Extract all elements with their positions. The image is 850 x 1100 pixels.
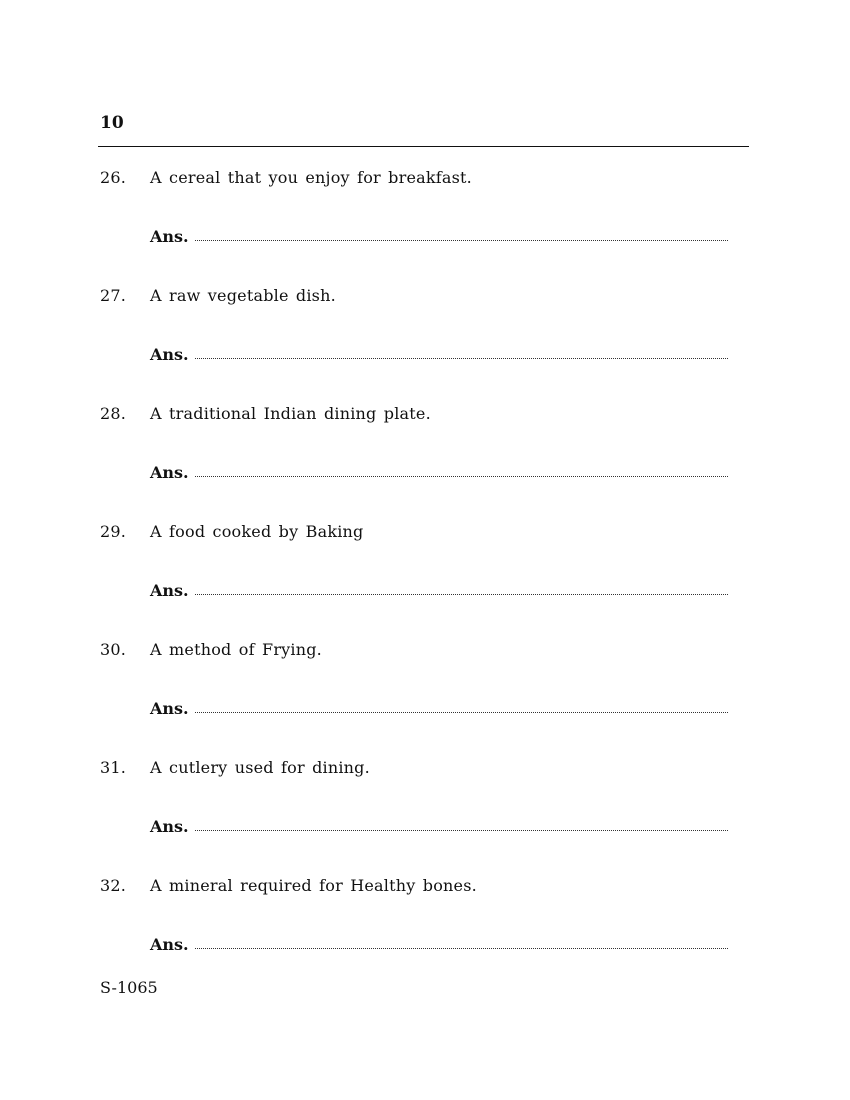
- question-number: 27.: [100, 286, 127, 305]
- question-text: A traditional Indian dining plate.: [150, 404, 431, 423]
- question-line: [100, 640, 322, 659]
- answer-label: Ans.: [150, 817, 189, 836]
- question-item: [100, 404, 740, 522]
- answer-label: Ans.: [150, 227, 189, 246]
- answer-label: Ans.: [150, 699, 189, 718]
- question-list: [100, 168, 740, 994]
- answer-line: [150, 581, 728, 600]
- question-number: 28.: [100, 404, 127, 423]
- answer-label: Ans.: [150, 581, 189, 600]
- answer-blank: [195, 240, 728, 241]
- question-text: A food cooked by Baking: [150, 522, 364, 541]
- footer-code: S-1065: [100, 978, 158, 997]
- question-number: 32.: [100, 876, 127, 895]
- question-number: 29.: [100, 522, 127, 541]
- answer-line: [150, 345, 728, 364]
- answer-label: Ans.: [150, 345, 189, 364]
- answer-label: Ans.: [150, 463, 189, 482]
- answer-line: [150, 227, 728, 246]
- question-number: 26.: [100, 168, 127, 187]
- answer-line: [150, 463, 728, 482]
- answer-line: [150, 699, 728, 718]
- question-text: A cereal that you enjoy for breakfast.: [150, 168, 472, 187]
- answer-blank: [195, 476, 728, 477]
- question-item: [100, 640, 740, 758]
- question-line: [100, 168, 472, 187]
- question-line: [100, 404, 431, 423]
- question-item: [100, 168, 740, 286]
- question-line: [100, 286, 336, 305]
- question-text: A method of Frying.: [150, 640, 322, 659]
- header-rule: [98, 146, 749, 147]
- question-item: [100, 286, 740, 404]
- answer-line: [150, 817, 728, 836]
- question-number: 30.: [100, 640, 127, 659]
- answer-blank: [195, 358, 728, 359]
- question-item: [100, 758, 740, 876]
- question-line: [100, 522, 364, 541]
- page-number: 10: [100, 113, 124, 133]
- answer-blank: [195, 712, 728, 713]
- answer-blank: [195, 948, 728, 949]
- question-line: [100, 876, 477, 895]
- answer-blank: [195, 594, 728, 595]
- question-number: 31.: [100, 758, 127, 777]
- question-item: [100, 876, 740, 994]
- answer-line: [150, 935, 728, 954]
- question-item: [100, 522, 740, 640]
- question-text: A raw vegetable dish.: [150, 286, 336, 305]
- question-line: [100, 758, 370, 777]
- answer-blank: [195, 830, 728, 831]
- answer-label: Ans.: [150, 935, 189, 954]
- question-text: A mineral required for Healthy bones.: [150, 876, 477, 895]
- question-text: A cutlery used for dining.: [150, 758, 370, 777]
